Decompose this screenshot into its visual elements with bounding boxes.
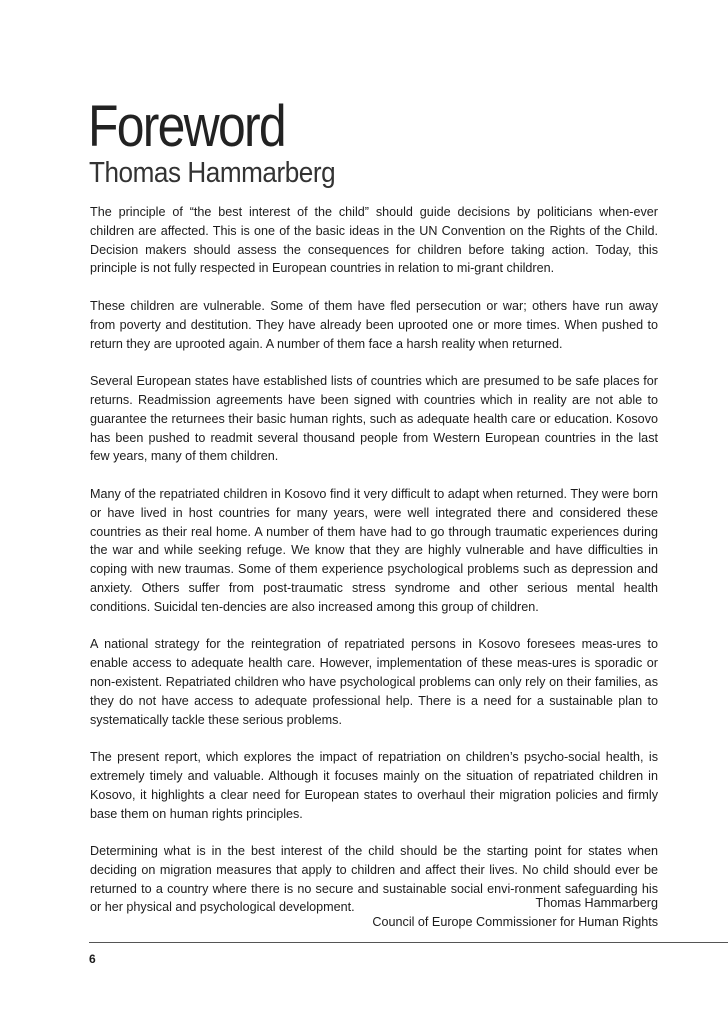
paragraph: A national strategy for the reintegration of repatriated persons in Kosovo foresees meas-ures to enable access to adequate health care. However, implementation of these meas-ures is sporadic or non-existent. Repatriated children who have psychological problems can only rely on their families, as they do not have access to adequate professional help. There is a need for a sustainable plan to systematically tackle these serious problems. bbox=[90, 637, 658, 727]
paragraph: The present report, which explores the impact of repatriation on children’s psycho-social health, is extremely timely and valuable. Although it focuses mainly on the situation of repatriated children in Kosovo, it highlights a clear need for European states to overhaul their migration policies and firmly base them on human rights principles. bbox=[90, 750, 658, 821]
paragraph: These children are vulnerable. Some of them have fled persecution or war; others have run away from poverty and destitution. They have already been uprooted one or more times. When pushed to return they are uprooted again. A number of them face a harsh reality when returned. bbox=[90, 298, 658, 351]
author-name: Thomas Hammarberg bbox=[89, 157, 336, 189]
footer-divider bbox=[89, 942, 728, 943]
signature-block bbox=[372, 894, 658, 932]
page-title: Foreword bbox=[88, 94, 285, 159]
paragraph: The principle of “the best interest of the child” should guide decisions by politicians when-ever children are affected. This is one of the basic ideas in the UN Convention on the Rights of the Child. Decision makers should assess the consequences for children before taking action. Today, this principle is not fully respected in European countries in relation to mi-grant children. bbox=[90, 205, 658, 276]
body-text bbox=[90, 203, 658, 936]
paragraph: Many of the repatriated children in Kosovo find it very difficult to adapt when returned. They were born or have lived in host countries for many years, were well integrated there and considered these countries as their real home. A number of them have had to go through traumatic experiences during the war and while seeking refuge. We know that they are highly vulnerable and have difficulties in coping with new traumas. Some of them experience psychological problems such as depression and anxiety. Others suffer from post-traumatic stress syndrome and other serious mental health conditions. Suicidal ten-dencies are also increased among this group of children. bbox=[90, 486, 658, 614]
signature-name: Thomas Hammarberg bbox=[535, 896, 658, 910]
signature-role: Council of Europe Commissioner for Human Rights bbox=[372, 915, 658, 929]
page-number: 6 bbox=[89, 952, 96, 966]
paragraph: Determining what is in the best interest of the child should be the starting point for states when deciding on migration measures that apply to children and affect their lives. No child should ever be returned to a country where there is no secure and sustainable social envi-ronment safeguarding his or her physical and psychological development. bbox=[90, 844, 658, 915]
paragraph: Several European states have established lists of countries which are presumed to be safe places for returns. Readmission agreements have been signed with countries which in reality are not able to guarantee the returnees their basic human rights, such as adequate health care or education. Kosovo has been pushed to readmit several thousand people from Western European countries in the last few years, many of them children. bbox=[90, 374, 658, 464]
